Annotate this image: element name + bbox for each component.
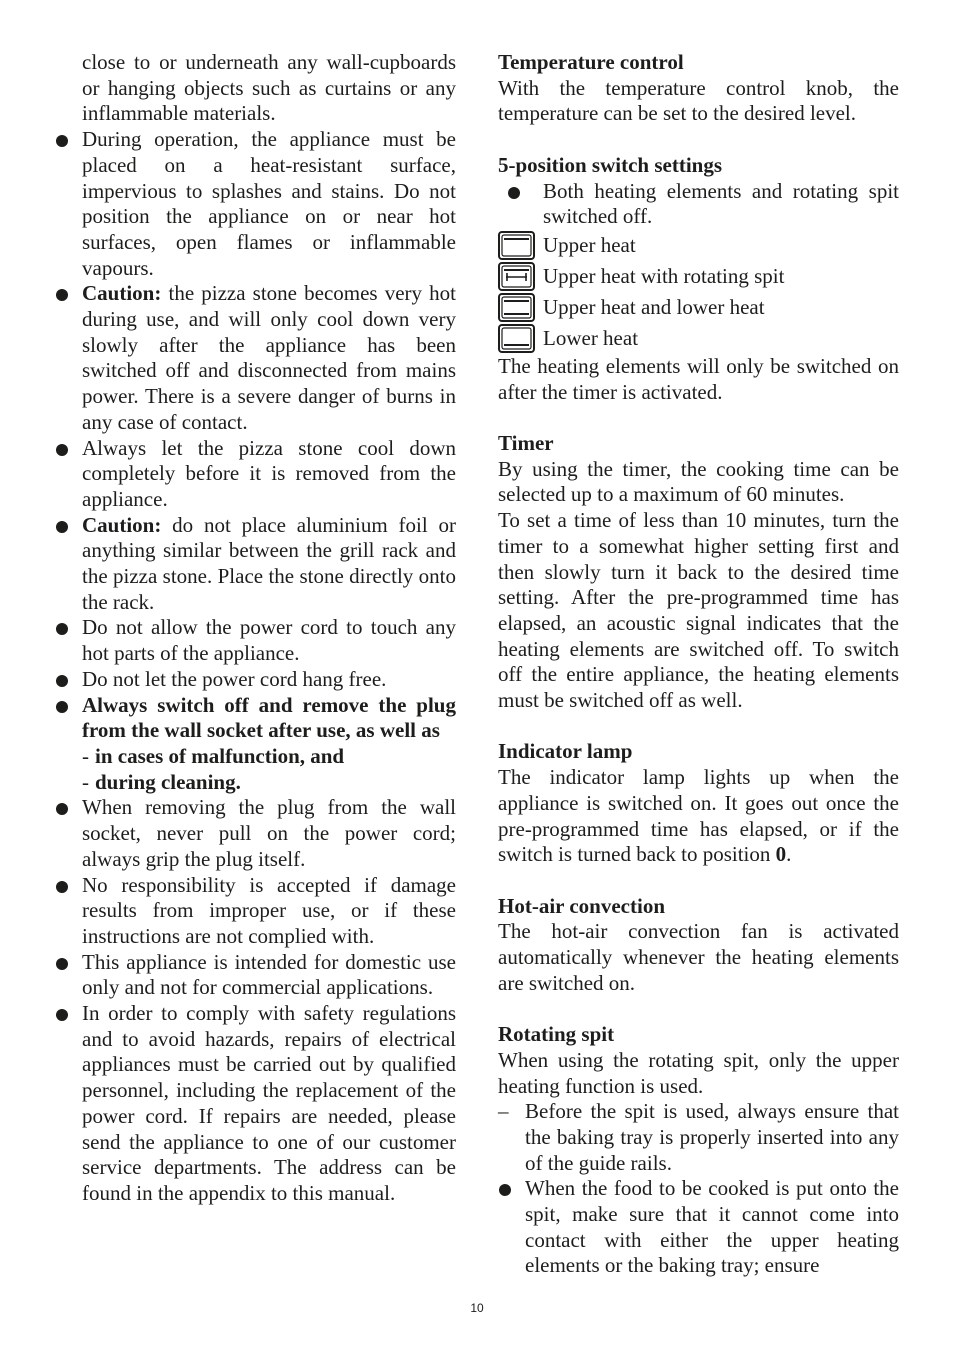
bold-bullet-text: Always switch off and remove the plug from the wall socket after use, as well as bbox=[82, 692, 456, 743]
upper-heat-spit-icon bbox=[498, 262, 535, 291]
sub-item-text: during cleaning. bbox=[95, 769, 241, 794]
sub-dash: - bbox=[82, 769, 89, 794]
timer-heading: Timer bbox=[498, 431, 554, 455]
bullet-text: No responsibility is accepted if damage results from improper use, or if these instructions are not complied with. bbox=[82, 872, 456, 948]
upper-heat-icon bbox=[498, 231, 535, 260]
spit-bullet-item bbox=[498, 1176, 899, 1279]
list-item bbox=[52, 281, 456, 435]
spit-bullet-text: When the food to be cooked is put onto the spit, make sure that it cannot come into contact with either the upper heating elements or the baking tray; ensure bbox=[525, 1176, 899, 1278]
caution-label: Caution: bbox=[82, 281, 162, 306]
indicator-position: 0 bbox=[775, 842, 787, 867]
switch-position-label: Lower heat bbox=[543, 325, 639, 350]
switch-position-row bbox=[498, 261, 899, 292]
convection-text: The hot-air convection fan is activated automatically whenever the heating elements are switched on. bbox=[498, 919, 899, 995]
sub-item-text: in cases of malfunction, and bbox=[95, 743, 345, 768]
switch-position-row bbox=[498, 292, 899, 323]
convection-heading: Hot-air convection bbox=[498, 893, 665, 918]
timer-text-2: To set a time of less than 10 minutes, turn the timer to a somewhat higher setting first and then slowly turn it back to the desired time setting. After the pre-programmed time has elapsed, an acoustic signal indicates that the heating elements are switched off. To switch off the entire appliance, the heating elements must be switched off as well. bbox=[498, 508, 899, 713]
switch-position-row bbox=[498, 323, 899, 354]
switch-off-text: Both heating elements and rotating spit switched off. bbox=[543, 178, 899, 229]
sub-item bbox=[52, 770, 456, 796]
switch-position-row bbox=[498, 230, 899, 261]
switch-position-label: Upper heat bbox=[543, 232, 636, 257]
indicator-heading: Indicator lamp bbox=[498, 739, 633, 764]
list-item bbox=[52, 667, 456, 693]
timer-text-1: By using the timer, the cooking time can be selected up to a maximum of 60 minutes. bbox=[498, 456, 899, 507]
sub-dash: - bbox=[82, 743, 89, 768]
list-item bbox=[52, 950, 456, 1001]
switch-position-label: Upper heat and lower heat bbox=[543, 294, 765, 319]
bullet-text: Always let the pizza stone cool down completely before it is removed from the appliance. bbox=[82, 435, 456, 511]
left-column bbox=[52, 50, 456, 1207]
dash-mark: – bbox=[498, 1099, 509, 1124]
switch-off-item bbox=[498, 179, 899, 230]
bullet-text: This appliance is intended for domestic use only and not for commercial applications. bbox=[82, 949, 456, 1000]
intro-paragraph: close to or underneath any wall-cupboards or hanging objects such as curtains or any inflammable materials. bbox=[82, 50, 456, 126]
right-column bbox=[498, 50, 899, 1279]
list-item bbox=[52, 795, 456, 872]
indicator-paragraph bbox=[498, 765, 899, 868]
indicator-end: . bbox=[786, 842, 792, 867]
caution-label: Caution: bbox=[82, 512, 162, 537]
list-item bbox=[52, 436, 456, 513]
spit-text: When using the rotating spit, only the upper heating function is used. bbox=[498, 1047, 899, 1098]
bullet-text: Do not let the power cord hang free. bbox=[82, 666, 387, 691]
bullet-text: Do not allow the power cord to touch any hot parts of the appliance. bbox=[82, 615, 456, 666]
bullet-text: In order to comply with safety regulations and to avoid hazards, repairs of electrical appliances must be carried out by qualified personnel, including the replacement of the power cord. If repairs are needed, please send the appliance to one of our customer service departments. The address can be found in the appendix to this manual. bbox=[82, 1001, 456, 1205]
indicator-text: The indicator lamp lights up when the appliance is switched on. It goes out once the pre-programmed time has elapsed, or if the switch is turned back to position bbox=[498, 765, 899, 867]
spit-dash-item bbox=[498, 1099, 899, 1176]
switch-note: The heating elements will only be switched on after the timer is activated. bbox=[498, 353, 899, 404]
list-item bbox=[52, 127, 456, 281]
list-item bbox=[52, 513, 456, 616]
switch-heading: 5-position switch settings bbox=[498, 152, 723, 177]
spit-dash-text: Before the spit is used, always ensure that the baking tray is properly inserted into any of the guide rails. bbox=[525, 1099, 899, 1175]
upper-lower-heat-icon bbox=[498, 293, 535, 322]
temperature-heading: Temperature control bbox=[498, 50, 684, 74]
spit-heading: Rotating spit bbox=[498, 1022, 615, 1047]
list-item-bold bbox=[52, 693, 456, 744]
list-item bbox=[52, 615, 456, 666]
bullet-text: do not place aluminium foil or anything similar between the grill rack and the pizza stone. Place the stone directly onto the rack. bbox=[82, 512, 456, 614]
switch-position-label: Upper heat with rotating spit bbox=[543, 263, 785, 288]
list-item bbox=[52, 1001, 456, 1207]
list-item bbox=[52, 873, 456, 950]
bullet-text: the pizza stone becomes very hot during use, and will only cool down very slowly after the appliance has been switched off and disconnected from mains power. There is a severe danger of burns in any case of contact. bbox=[82, 281, 456, 434]
lower-heat-icon bbox=[498, 324, 535, 353]
temperature-text: With the temperature control knob, the temperature can be set to the desired level. bbox=[498, 75, 899, 126]
page-number: 10 bbox=[470, 1301, 484, 1315]
bullet-text: When removing the plug from the wall socket, never pull on the power cord; always grip the plug itself. bbox=[82, 795, 456, 871]
bullet-text: During operation, the appliance must be placed on a heat-resistant surface, impervious to splashes and stains. Do not position the appliance on or near hot surfaces, open flames or inflammable vapours. bbox=[82, 127, 456, 280]
sub-item bbox=[52, 744, 456, 770]
